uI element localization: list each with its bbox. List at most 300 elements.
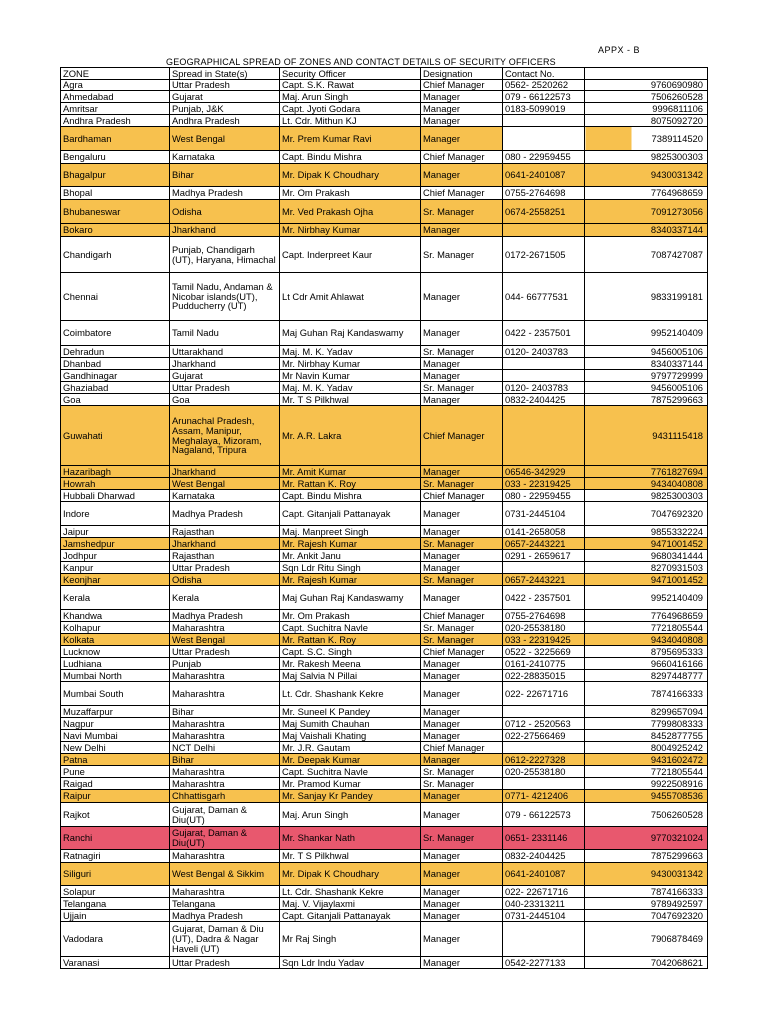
officer-cell: Mr. Dipak K Choudhary — [280, 164, 421, 187]
state-cell: Rajasthan — [170, 550, 280, 562]
zone-cell: Kanpur — [61, 562, 170, 574]
designation-cell: Manager — [421, 91, 503, 103]
contact-cell: 022-28835015 — [503, 670, 585, 682]
mobile-cell: 9922508916 — [585, 778, 708, 790]
designation-cell: Manager — [421, 562, 503, 574]
mobile-cell: 9430031342 — [585, 164, 708, 187]
zone-cell: Guwahati — [61, 406, 170, 466]
contact-cell: 0183-5099019 — [503, 103, 585, 115]
designation-cell: Manager — [421, 394, 503, 406]
state-cell: Tamil Nadu — [170, 321, 280, 346]
zone-cell: Bhopal — [61, 187, 170, 200]
officer-cell: Maj Guhan Raj Kandaswamy — [280, 321, 421, 346]
officer-cell: Mr. Nirbhay Kumar — [280, 224, 421, 237]
designation-cell: Manager — [421, 526, 503, 538]
table-row — [61, 406, 708, 466]
state-cell: Gujarat, Daman & Diu(UT) — [170, 827, 280, 850]
table-row — [61, 127, 708, 151]
officer-cell: Capt. S.K. Rawat — [280, 80, 421, 91]
officer-cell: Mr Raj Singh — [280, 922, 421, 957]
mobile-cell: 7906878469 — [585, 922, 708, 957]
officer-cell: Mr. T S Pilkhwal — [280, 850, 421, 863]
contact-cell — [503, 706, 585, 718]
contact-cell: 080 - 22959455 — [503, 490, 585, 502]
designation-cell: Manager — [421, 886, 503, 898]
table-row — [61, 957, 708, 969]
zone-cell: Khandwa — [61, 610, 170, 622]
table-row — [61, 550, 708, 562]
zone-cell: Bhagalpur — [61, 164, 170, 187]
mobile-cell: 9456005106 — [585, 382, 708, 394]
officer-cell: Maj. M. K. Yadav — [280, 382, 421, 394]
header-mobile — [585, 68, 708, 80]
table-row — [61, 803, 708, 827]
table-row — [61, 766, 708, 778]
mobile-cell: 8795695333 — [585, 646, 708, 658]
officer-cell: Mr. Deepak Kumar — [280, 754, 421, 766]
table-row — [61, 394, 708, 406]
officer-cell: Mr. Rajesh Kumar — [280, 574, 421, 586]
table-row — [61, 754, 708, 766]
state-cell: Madhya Pradesh — [170, 910, 280, 922]
state-cell: Punjab, J&K — [170, 103, 280, 115]
officer-cell: Capt. Bindu Mishra — [280, 151, 421, 164]
zone-cell: Keonjhar — [61, 574, 170, 586]
zone-cell: Coimbatore — [61, 321, 170, 346]
state-cell: West Bengal — [170, 634, 280, 646]
contact-cell: 0651- 2331146 — [503, 827, 585, 850]
officer-cell: Mr. Om Prakash — [280, 187, 421, 200]
mobile-cell: 9660416166 — [585, 658, 708, 670]
contact-cell: 0291 - 2659617 — [503, 550, 585, 562]
zone-cell: Rajkot — [61, 803, 170, 827]
contact-cell — [503, 562, 585, 574]
table-row — [61, 658, 708, 670]
zone-cell: Nagpur — [61, 718, 170, 730]
header-designation: Designation — [421, 68, 503, 80]
officer-cell: Mr. Ankit Janu — [280, 550, 421, 562]
contact-cell: 020-25538180 — [503, 766, 585, 778]
state-cell: West Bengal — [170, 478, 280, 490]
mobile-cell: 8340337144 — [585, 358, 708, 370]
contact-cell — [503, 224, 585, 237]
contact-cell: 079 - 66122573 — [503, 91, 585, 103]
contact-cell: 044- 66777531 — [503, 273, 585, 321]
designation-cell: Chief Manager — [421, 490, 503, 502]
designation-cell: Manager — [421, 466, 503, 478]
contact-cell — [503, 370, 585, 382]
appendix-label: APPX - B — [598, 45, 641, 55]
officer-cell: Maj Vaishali Khating — [280, 730, 421, 742]
state-cell: Uttar Pradesh — [170, 80, 280, 91]
designation-cell: Manager — [421, 586, 503, 610]
zone-cell: Jaipur — [61, 526, 170, 538]
state-cell: Maharashtra — [170, 682, 280, 706]
zone-cell: Solapur — [61, 886, 170, 898]
mobile-cell: 8270931503 — [585, 562, 708, 574]
zone-cell: New Delhi — [61, 742, 170, 754]
contact-cell — [503, 406, 585, 466]
zone-cell: Goa — [61, 394, 170, 406]
officer-cell: Mr. Suneel K Pandey — [280, 706, 421, 718]
mobile-cell: 9825300303 — [585, 151, 708, 164]
mobile-cell: 9996811106 — [585, 103, 708, 115]
officer-cell: Mr. T S Pilkhwal — [280, 394, 421, 406]
mobile-cell: 9789492597 — [585, 898, 708, 910]
zone-cell: Bhubaneswar — [61, 200, 170, 224]
mobile-cell: 7721805544 — [585, 622, 708, 634]
header-officer: Security Officer — [280, 68, 421, 80]
table-row — [61, 526, 708, 538]
zone-cell: Kolhapur — [61, 622, 170, 634]
table-row — [61, 718, 708, 730]
officer-cell: Lt. Cdr. Mithun KJ — [280, 115, 421, 127]
contact-cell — [503, 127, 585, 151]
state-cell: Gujarat, Daman & Diu (UT), Dadra & Nagar Haveli (UT) — [170, 922, 280, 957]
contact-cell: 0657-2443221 — [503, 538, 585, 550]
state-cell: Uttar Pradesh — [170, 957, 280, 969]
table-row — [61, 502, 708, 526]
mobile-cell: 9434040808 — [585, 478, 708, 490]
officer-cell: Sqn Ldr Indu Yadav — [280, 957, 421, 969]
mobile-cell: 9760690980 — [585, 80, 708, 91]
header-zone: ZONE — [61, 68, 170, 80]
designation-cell: Manager — [421, 790, 503, 803]
contact-cell — [503, 115, 585, 127]
officer-cell: Maj. M. K. Yadav — [280, 346, 421, 358]
zone-cell: Amritsar — [61, 103, 170, 115]
table-row — [61, 466, 708, 478]
designation-cell: Manager — [421, 922, 503, 957]
table-row — [61, 634, 708, 646]
officer-cell: Capt. Gitanjali Pattanayak — [280, 910, 421, 922]
designation-cell: Sr. Manager — [421, 766, 503, 778]
state-cell: Madhya Pradesh — [170, 502, 280, 526]
contact-cell: 0120- 2403783 — [503, 346, 585, 358]
mobile-cell: 9680341444 — [585, 550, 708, 562]
mobile-cell: 7047692320 — [585, 910, 708, 922]
contact-cell: 033 - 22319425 — [503, 478, 585, 490]
state-cell: Uttar Pradesh — [170, 382, 280, 394]
mobile-cell: 9431602472 — [585, 754, 708, 766]
mobile-cell: 8340337144 — [585, 224, 708, 237]
designation-cell: Manager — [421, 658, 503, 670]
mobile-cell: 7042068621 — [585, 957, 708, 969]
state-cell: West Bengal & Sikkim — [170, 863, 280, 886]
state-cell: Maharashtra — [170, 766, 280, 778]
zone-cell: Vadodara — [61, 922, 170, 957]
officer-cell: Mr. Nirbhay Kumar — [280, 358, 421, 370]
state-cell: Kerala — [170, 586, 280, 610]
table-row — [61, 670, 708, 682]
state-cell: Uttar Pradesh — [170, 646, 280, 658]
state-cell: Maharashtra — [170, 622, 280, 634]
designation-cell: Manager — [421, 224, 503, 237]
zone-cell: Kolkata — [61, 634, 170, 646]
contact-cell: 0641-2401087 — [503, 863, 585, 886]
state-cell: Uttar Pradesh — [170, 562, 280, 574]
zone-cell: Telangana — [61, 898, 170, 910]
contact-cell: 0612-2227328 — [503, 754, 585, 766]
state-cell: Maharashtra — [170, 886, 280, 898]
table-row — [61, 742, 708, 754]
table-row — [61, 382, 708, 394]
table-row — [61, 478, 708, 490]
officer-cell: Lt Cdr Amit Ahlawat — [280, 273, 421, 321]
table-row — [61, 910, 708, 922]
designation-cell: Sr. Manager — [421, 237, 503, 273]
table-row — [61, 200, 708, 224]
state-cell: Goa — [170, 394, 280, 406]
table-row — [61, 790, 708, 803]
officer-cell: Lt. Cdr. Shashank Kekre — [280, 886, 421, 898]
table-row — [61, 224, 708, 237]
header-state: Spread in State(s) — [170, 68, 280, 80]
designation-cell: Sr. Manager — [421, 478, 503, 490]
contact-cell: 0755-2764698 — [503, 610, 585, 622]
contact-cell: 0161-2410775 — [503, 658, 585, 670]
security-officers-table — [60, 67, 708, 969]
officer-cell: Capt. Suchitra Navle — [280, 622, 421, 634]
table-row — [61, 164, 708, 187]
officer-cell: Mr. Prem Kumar Ravi — [280, 127, 421, 151]
officer-cell: Mr. Om Prakash — [280, 610, 421, 622]
mobile-cell: 7506260528 — [585, 91, 708, 103]
table-row — [61, 490, 708, 502]
zone-cell: Hazaribagh — [61, 466, 170, 478]
mobile-cell: 9797729999 — [585, 370, 708, 382]
designation-cell: Manager — [421, 730, 503, 742]
table-row — [61, 682, 708, 706]
state-cell: Uttarakhand — [170, 346, 280, 358]
contact-cell: 0422 - 2357501 — [503, 586, 585, 610]
zone-cell: Chennai — [61, 273, 170, 321]
table-row — [61, 237, 708, 273]
zone-cell: Lucknow — [61, 646, 170, 658]
contact-cell: 080 - 22959455 — [503, 151, 585, 164]
officer-cell: Mr. Dipak K Choudhary — [280, 863, 421, 886]
table-row — [61, 610, 708, 622]
designation-cell: Sr. Manager — [421, 382, 503, 394]
officer-cell: Capt. Bindu Mishra — [280, 490, 421, 502]
zone-cell: Bardhaman — [61, 127, 170, 151]
officer-cell: Maj. Manpreet Singh — [280, 526, 421, 538]
designation-cell: Chief Manager — [421, 151, 503, 164]
state-cell: Maharashtra — [170, 730, 280, 742]
table-row — [61, 151, 708, 164]
mobile-cell: 9770321024 — [585, 827, 708, 850]
mobile-cell: 9455708536 — [585, 790, 708, 803]
contact-cell: 0755-2764698 — [503, 187, 585, 200]
designation-cell: Manager — [421, 754, 503, 766]
mobile-cell: 7875299663 — [585, 850, 708, 863]
zone-cell: Ludhiana — [61, 658, 170, 670]
zone-cell: Ranchi — [61, 827, 170, 850]
contact-cell: 0832-2404425 — [503, 850, 585, 863]
state-cell: Karnataka — [170, 490, 280, 502]
contact-cell: 0674-2558251 — [503, 200, 585, 224]
state-cell: Telangana — [170, 898, 280, 910]
designation-cell: Manager — [421, 670, 503, 682]
header-contact: Contact No. — [503, 68, 585, 80]
mobile-cell: 7875299663 — [585, 394, 708, 406]
designation-cell: Manager — [421, 273, 503, 321]
state-cell: Madhya Pradesh — [170, 187, 280, 200]
state-cell: Odisha — [170, 200, 280, 224]
mobile-cell: 8075092720 — [585, 115, 708, 127]
mobile-cell: 7764968659 — [585, 610, 708, 622]
zone-cell: Bengaluru — [61, 151, 170, 164]
state-cell: Maharashtra — [170, 670, 280, 682]
officer-cell: Mr. Rakesh Meena — [280, 658, 421, 670]
mobile-cell: 9430031342 — [585, 863, 708, 886]
designation-cell: Manager — [421, 164, 503, 187]
contact-cell: 0771- 4212406 — [503, 790, 585, 803]
table-row — [61, 103, 708, 115]
document-title: GEOGRAPHICAL SPREAD OF ZONES AND CONTACT DETAILS OF SECURITY OFFICERS — [166, 57, 556, 67]
state-cell: Tamil Nadu, Andaman & Nicobar islands(UT), Pudducherry (UT) — [170, 273, 280, 321]
contact-cell: 0562- 2520262 — [503, 80, 585, 91]
table-row — [61, 730, 708, 742]
designation-cell: Manager — [421, 358, 503, 370]
designation-cell: Manager — [421, 957, 503, 969]
state-cell: Punjab, Chandigarh (UT), Haryana, Himachal — [170, 237, 280, 273]
contact-cell: 0542-2277133 — [503, 957, 585, 969]
officer-cell: Mr. J.R. Gautam — [280, 742, 421, 754]
state-cell: Jharkhand — [170, 466, 280, 478]
officer-cell: Capt. Suchitra Navle — [280, 766, 421, 778]
state-cell: West Bengal — [170, 127, 280, 151]
contact-cell: 0422 - 2357501 — [503, 321, 585, 346]
state-cell: Punjab — [170, 658, 280, 670]
contact-cell — [503, 742, 585, 754]
officer-cell: Mr. Shankar Nath — [280, 827, 421, 850]
officer-cell: Maj. Arun Singh — [280, 91, 421, 103]
table-row — [61, 321, 708, 346]
zone-cell: Indore — [61, 502, 170, 526]
designation-cell: Manager — [421, 321, 503, 346]
table-row — [61, 562, 708, 574]
contact-cell — [503, 922, 585, 957]
zone-cell: Hubbali Dharwad — [61, 490, 170, 502]
zone-cell: Siliguri — [61, 863, 170, 886]
state-cell: Odisha — [170, 574, 280, 586]
contact-cell: 020-25538180 — [503, 622, 585, 634]
designation-cell: Chief Manager — [421, 610, 503, 622]
mobile-cell: 8004925242 — [585, 742, 708, 754]
designation-cell: Chief Manager — [421, 187, 503, 200]
state-cell: NCT Delhi — [170, 742, 280, 754]
zone-cell: Jamshedpur — [61, 538, 170, 550]
state-cell: Arunachal Pradesh, Assam, Manipur, Meghalaya, Mizoram, Nagaland, Tripura — [170, 406, 280, 466]
mobile-cell: 7047692320 — [585, 502, 708, 526]
officer-cell: Mr. A.R. Lakra — [280, 406, 421, 466]
mobile-cell: 7091273056 — [585, 200, 708, 224]
contact-cell: 0731-2445104 — [503, 502, 585, 526]
contact-cell: 079 - 66122573 — [503, 803, 585, 827]
mobile-cell: 9952140409 — [585, 586, 708, 610]
designation-cell: Manager — [421, 370, 503, 382]
officer-cell: Mr Navin Kumar — [280, 370, 421, 382]
table-row — [61, 778, 708, 790]
designation-cell: Sr. Manager — [421, 538, 503, 550]
designation-cell: Manager — [421, 898, 503, 910]
mobile-cell: 7874166333 — [585, 682, 708, 706]
table-row — [61, 827, 708, 850]
mobile-cell: 8297448777 — [585, 670, 708, 682]
designation-cell: Chief Manager — [421, 406, 503, 466]
table-body — [61, 80, 708, 969]
contact-cell: 0657-2443221 — [503, 574, 585, 586]
zone-cell: Navi Mumbai — [61, 730, 170, 742]
zone-cell: Andhra Pradesh — [61, 115, 170, 127]
officer-cell: Maj. V. Vijaylaxmi — [280, 898, 421, 910]
designation-cell: Sr. Manager — [421, 346, 503, 358]
table-row — [61, 622, 708, 634]
designation-cell: Manager — [421, 910, 503, 922]
zone-cell: Raigad — [61, 778, 170, 790]
designation-cell: Sr. Manager — [421, 634, 503, 646]
designation-cell: Sr. Manager — [421, 827, 503, 850]
mobile-cell: 7764968659 — [585, 187, 708, 200]
contact-cell — [503, 778, 585, 790]
table-row — [61, 706, 708, 718]
contact-cell: 033 - 22319425 — [503, 634, 585, 646]
table-row — [61, 273, 708, 321]
table-row — [61, 898, 708, 910]
mobile-cell: 9471001452 — [585, 574, 708, 586]
table-row — [61, 358, 708, 370]
officer-cell: Mr. Amit Kumar — [280, 466, 421, 478]
mobile-cell: 8299657094 — [585, 706, 708, 718]
mobile-cell: 9456005106 — [585, 346, 708, 358]
mobile-cell: 7799808333 — [585, 718, 708, 730]
zone-cell: Ahmedabad — [61, 91, 170, 103]
designation-cell: Manager — [421, 863, 503, 886]
officer-cell: Mr. Rajesh Kumar — [280, 538, 421, 550]
designation-cell: Chief Manager — [421, 742, 503, 754]
officer-cell: Maj Salvia N Pillai — [280, 670, 421, 682]
table-row — [61, 863, 708, 886]
contact-cell: 022- 22671716 — [503, 682, 585, 706]
state-cell: Bihar — [170, 754, 280, 766]
designation-cell: Sr. Manager — [421, 778, 503, 790]
mobile-cell: 7874166333 — [585, 886, 708, 898]
state-cell: Jharkhand — [170, 538, 280, 550]
table-row — [61, 850, 708, 863]
zone-cell: Pune — [61, 766, 170, 778]
contact-cell — [503, 358, 585, 370]
zone-cell: Chandigarh — [61, 237, 170, 273]
zone-cell: Kerala — [61, 586, 170, 610]
mobile-cell: 7087427087 — [585, 237, 708, 273]
mobile-cell: 7389114520 — [585, 127, 708, 151]
contact-cell: 022-27566469 — [503, 730, 585, 742]
state-cell: Gujarat, Daman & Diu(UT) — [170, 803, 280, 827]
officer-cell: Maj Guhan Raj Kandaswamy — [280, 586, 421, 610]
contact-cell: 06546-342929 — [503, 466, 585, 478]
zone-cell: Ujjain — [61, 910, 170, 922]
mobile-cell: 9431115418 — [585, 406, 708, 466]
officer-cell: Mr. Rattan K. Roy — [280, 634, 421, 646]
state-cell: Jharkhand — [170, 358, 280, 370]
mobile-cell: 9952140409 — [585, 321, 708, 346]
table-row — [61, 91, 708, 103]
state-cell: Jharkhand — [170, 224, 280, 237]
table-row — [61, 370, 708, 382]
zone-cell: Dehradun — [61, 346, 170, 358]
designation-cell: Manager — [421, 718, 503, 730]
